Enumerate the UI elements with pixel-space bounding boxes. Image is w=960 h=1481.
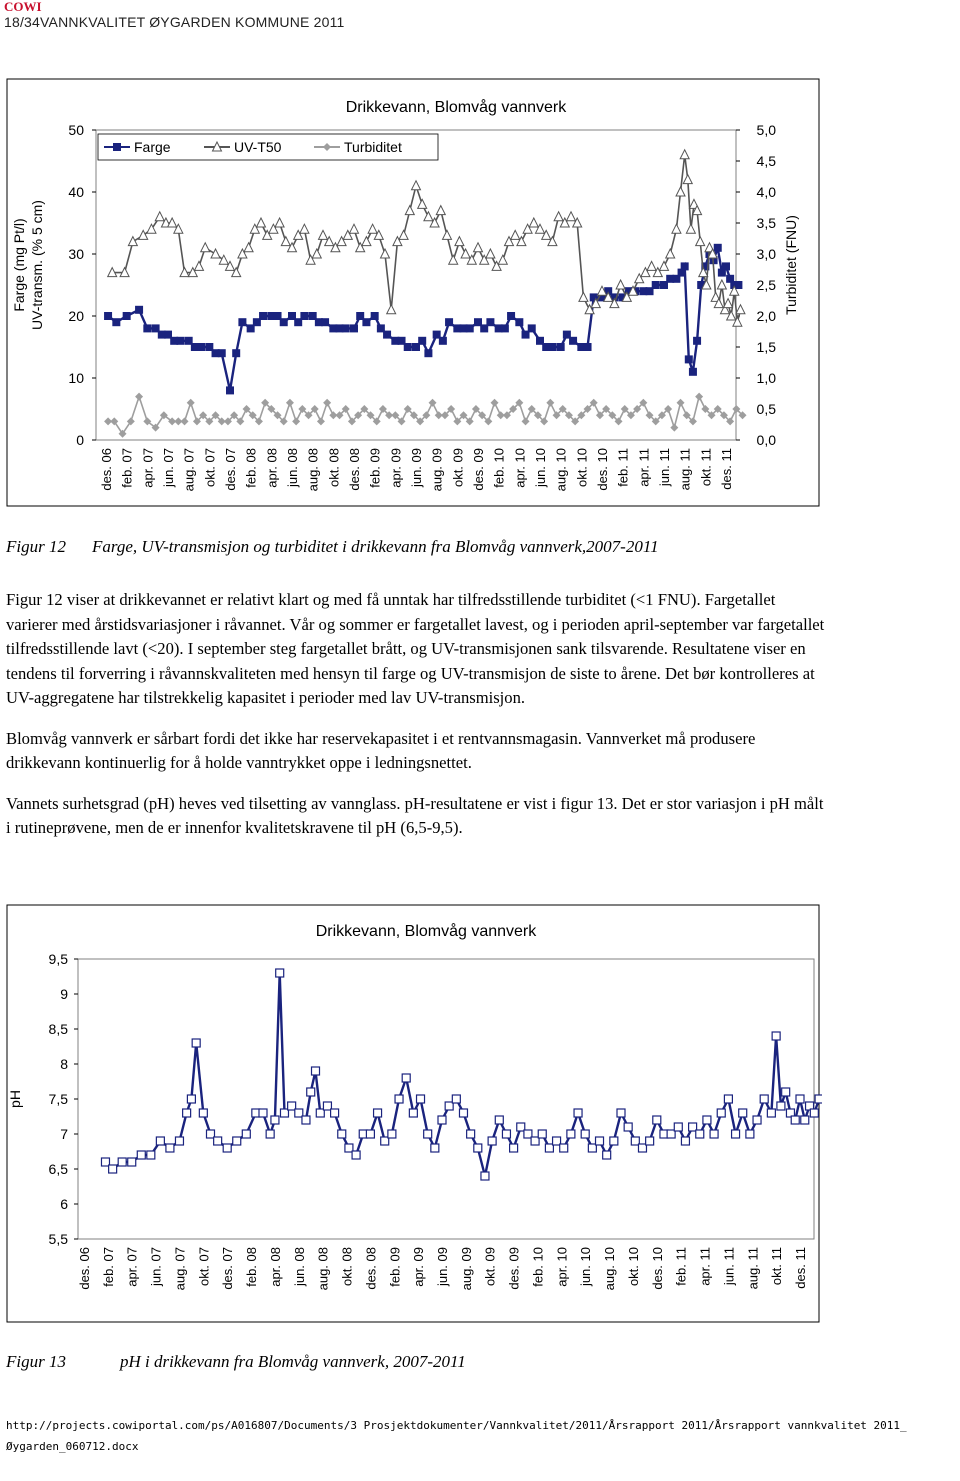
- data-point-farge: [693, 337, 701, 345]
- x-tick-label: aug. 08: [315, 1247, 331, 1291]
- data-point-ph: [312, 1067, 320, 1075]
- chart-title: Drikkevann, Blomvåg vannverk: [345, 99, 567, 116]
- data-point-ph: [438, 1116, 446, 1124]
- data-point-ph: [732, 1130, 740, 1138]
- x-tick-label: feb. 09: [367, 448, 383, 488]
- data-point-farge: [176, 337, 184, 345]
- data-point-farge: [197, 343, 205, 351]
- y-right-tick-label: 5,0: [756, 122, 776, 138]
- y-left-tick-label: 50: [68, 122, 84, 138]
- data-point-farge: [569, 337, 577, 345]
- data-point-ph: [760, 1095, 768, 1103]
- data-point-farge: [466, 324, 474, 332]
- x-tick-label: apr. 08: [264, 448, 280, 488]
- figure-12-caption-text: Farge, UV-transmisjon og turbiditet i drikkevann fra Blomvåg vannverk,2007-2011: [92, 537, 659, 556]
- data-point-ph: [109, 1165, 117, 1173]
- data-point-ph: [717, 1109, 725, 1117]
- x-tick-label: des. 10: [595, 448, 610, 491]
- x-tick-label: des. 07: [220, 1247, 236, 1290]
- data-point-farge: [218, 349, 226, 357]
- x-tick-label: aug. 10: [602, 1247, 618, 1291]
- legend-label: UV-T50: [234, 139, 282, 155]
- data-point-farge: [300, 312, 308, 320]
- data-point-farge: [280, 318, 288, 326]
- data-point-ph: [782, 1088, 790, 1096]
- data-point-farge: [557, 343, 565, 351]
- data-point-farge: [238, 318, 246, 326]
- data-point-farge: [418, 337, 426, 345]
- data-point-ph: [431, 1144, 439, 1152]
- x-tick-label: feb. 07: [119, 448, 135, 488]
- data-point-ph: [674, 1123, 682, 1131]
- y-left-tick-label: 40: [68, 184, 84, 200]
- data-point-farge: [486, 318, 494, 326]
- data-point-farge: [445, 318, 453, 326]
- data-point-ph: [242, 1130, 250, 1138]
- data-point-ph: [395, 1095, 403, 1103]
- y-right-tick-label: 2,5: [756, 277, 776, 293]
- data-point-ph: [596, 1137, 604, 1145]
- x-tick-label: apr. 11: [636, 448, 652, 487]
- x-tick-label: okt. 08: [326, 448, 342, 488]
- data-point-ph: [271, 1116, 279, 1124]
- data-point-farge: [548, 343, 556, 351]
- x-tick-label: des. 09: [471, 448, 486, 491]
- data-point-ph: [402, 1074, 410, 1082]
- data-point-ph: [753, 1116, 761, 1124]
- x-tick-label: des. 08: [347, 448, 362, 491]
- x-tick-label: apr. 10: [512, 448, 528, 488]
- x-tick-label: feb. 11: [615, 448, 631, 487]
- x-tick-label: apr. 09: [411, 1247, 427, 1287]
- figure-12-svg: [6, 78, 822, 508]
- data-point-farge: [226, 386, 234, 394]
- x-tick-label: jun. 07: [161, 448, 176, 488]
- legend-label: Farge: [134, 139, 171, 155]
- x-tick-label: des. 11: [793, 1247, 808, 1289]
- data-point-ph: [681, 1137, 689, 1145]
- data-point-ph: [409, 1109, 417, 1117]
- x-tick-label: jun. 09: [409, 448, 424, 488]
- data-point-ph: [259, 1109, 267, 1117]
- data-point-ph: [199, 1109, 207, 1117]
- x-tick-label: des. 07: [223, 448, 238, 491]
- data-point-ph: [214, 1137, 222, 1145]
- data-point-ph: [791, 1116, 799, 1124]
- data-point-ph: [696, 1130, 704, 1138]
- y-right-tick-label: 2,0: [756, 308, 776, 324]
- data-point-ph: [801, 1116, 809, 1124]
- data-point-ph: [624, 1123, 632, 1131]
- data-point-ph: [366, 1130, 374, 1138]
- data-point-ph: [166, 1144, 174, 1152]
- x-tick-label: okt. 07: [196, 1247, 212, 1287]
- data-point-ph: [352, 1151, 360, 1159]
- paragraph-2: Blomvåg vannverk er sårbart fordi det ikke har reservekapasitet i et rentvannsmagasin. Vannverket må produsere drikkevann kontinuerlig for å holde vanntrykket oppe i ledningsnettet.: [6, 728, 756, 772]
- data-point-farge: [342, 324, 350, 332]
- x-tick-label: apr. 09: [388, 448, 404, 488]
- x-tick-label: feb. 11: [673, 1247, 689, 1286]
- data-point-ph: [772, 1032, 780, 1040]
- y-right-tick-label: 0,0: [756, 432, 776, 448]
- y-right-tick-label: 1,5: [756, 339, 776, 355]
- data-point-ph: [233, 1137, 241, 1145]
- legend-label: Turbiditet: [344, 139, 402, 155]
- y-tick-label: 9: [60, 986, 68, 1002]
- figure-13-chart: [6, 904, 822, 1329]
- data-point-ph: [777, 1102, 785, 1110]
- data-point-farge: [652, 281, 660, 289]
- data-point-ph: [467, 1130, 475, 1138]
- data-point-ph: [147, 1151, 155, 1159]
- data-point-farge: [528, 324, 536, 332]
- data-point-ph: [338, 1130, 346, 1138]
- data-point-ph: [581, 1130, 589, 1138]
- figure-13-caption: [6, 1352, 466, 1372]
- y-axis-label: pH: [7, 1090, 23, 1108]
- data-point-farge: [439, 337, 447, 345]
- figure-12-chart: [6, 78, 822, 513]
- x-tick-label: des. 11: [719, 448, 734, 490]
- data-point-ph: [137, 1151, 145, 1159]
- data-point-farge: [362, 318, 370, 326]
- y-left-tick-label: 30: [68, 246, 84, 262]
- x-tick-label: feb. 10: [491, 447, 507, 488]
- footer-path: [6, 1415, 907, 1457]
- x-tick-label: okt. 11: [769, 1247, 785, 1286]
- x-tick-label: apr. 11: [697, 1247, 713, 1286]
- x-tick-label: jun. 11: [721, 1247, 737, 1286]
- data-point-ph: [560, 1144, 568, 1152]
- data-point-farge: [685, 355, 693, 363]
- data-point-ph: [388, 1130, 396, 1138]
- data-point-ph: [538, 1130, 546, 1138]
- data-point-farge: [681, 262, 689, 270]
- x-tick-label: feb. 10: [530, 1247, 546, 1287]
- y-tick-label: 7,5: [48, 1091, 68, 1107]
- x-tick-label: apr. 07: [140, 448, 156, 488]
- data-point-farge: [584, 343, 592, 351]
- x-tick-label: okt. 10: [574, 448, 590, 488]
- data-point-farge: [123, 312, 131, 320]
- x-tick-label: aug. 09: [458, 1247, 474, 1291]
- y-tick-label: 9,5: [48, 951, 68, 967]
- data-point-ph: [459, 1109, 467, 1117]
- data-point-ph: [118, 1158, 126, 1166]
- footer-line-1: http://projects.cowiportal.com/ps/A016807/Documents/3 Prosjektdokumenter/Vannkvalitet/2011/Årsrapport 2011/Årsrapport vannkvalitet 2011_: [6, 1419, 907, 1432]
- x-tick-label: apr. 07: [124, 1247, 140, 1287]
- body-text: [6, 588, 826, 857]
- data-point-ph: [156, 1137, 164, 1145]
- x-tick-label: aug. 11: [677, 448, 693, 491]
- legend: [98, 134, 438, 160]
- data-point-ph: [452, 1095, 460, 1103]
- x-tick-label: jun. 09: [435, 1247, 450, 1287]
- data-point-farge: [371, 312, 379, 320]
- x-tick-label: okt. 10: [625, 1247, 641, 1287]
- y-right-tick-label: 1,0: [756, 370, 776, 386]
- x-tick-label: jun. 07: [148, 1247, 164, 1287]
- cowi-logo: COWI: [4, 0, 42, 14]
- data-point-ph: [192, 1039, 200, 1047]
- data-point-farge: [722, 262, 730, 270]
- data-point-ph: [703, 1116, 711, 1124]
- data-point-farge: [515, 318, 523, 326]
- data-point-ph: [724, 1095, 732, 1103]
- data-point-ph: [710, 1130, 718, 1138]
- x-tick-label: feb. 09: [387, 1247, 403, 1287]
- data-point-ph: [276, 969, 284, 977]
- data-point-ph: [187, 1095, 195, 1103]
- x-tick-label: jun. 10: [578, 1247, 594, 1287]
- data-point-ph: [374, 1109, 382, 1117]
- data-point-farge: [232, 349, 240, 357]
- y-left-axis-label-line2: UV-transm. (% 5 cm): [29, 200, 45, 330]
- data-point-ph: [128, 1158, 136, 1166]
- data-point-ph: [223, 1144, 231, 1152]
- page-header: [4, 0, 954, 30]
- y-tick-label: 6,5: [48, 1161, 68, 1177]
- data-point-ph: [567, 1130, 575, 1138]
- y-left-tick-label: 20: [68, 308, 84, 324]
- y-right-tick-label: 0,5: [756, 401, 776, 417]
- data-point-ph: [481, 1172, 489, 1180]
- data-point-farge: [383, 331, 391, 339]
- x-tick-label: des. 06: [99, 448, 114, 491]
- data-point-ph: [617, 1109, 625, 1117]
- data-point-ph: [653, 1116, 661, 1124]
- x-tick-label: feb. 07: [100, 1247, 116, 1287]
- data-point-farge: [501, 324, 509, 332]
- data-point-ph: [815, 1095, 822, 1103]
- y-tick-label: 8,5: [48, 1021, 68, 1037]
- x-tick-label: apr. 08: [267, 1247, 283, 1287]
- data-point-ph: [510, 1144, 518, 1152]
- data-point-ph: [495, 1116, 503, 1124]
- data-point-farge: [507, 312, 515, 320]
- data-point-farge: [104, 312, 112, 320]
- paragraph-3: Vannets surhetsgrad (pH) heves ved tilsetting av vannglass. pH-resultatene er vist i figur 13. Det er stor variasjon i pH målt i rutineprøvene, men de er innenfor kvalitetskravene til pH (6,5-9,5).: [6, 793, 824, 837]
- data-point-ph: [307, 1088, 315, 1096]
- x-tick-label: okt. 07: [202, 448, 218, 488]
- figure-13-svg: [6, 904, 822, 1324]
- data-point-farge: [259, 312, 267, 320]
- figure-13-caption-text: pH i drikkevann fra Blomvåg vannverk, 2007-2011: [120, 1352, 466, 1371]
- x-tick-label: apr. 10: [554, 1247, 570, 1287]
- chart-title: Drikkevann, Blomvåg vannverk: [315, 923, 537, 940]
- x-tick-label: okt. 08: [339, 1247, 355, 1287]
- data-point-farge: [350, 324, 358, 332]
- x-tick-label: jun. 10: [533, 448, 548, 488]
- y-tick-label: 5,5: [48, 1231, 68, 1247]
- x-tick-label: aug. 07: [172, 1247, 188, 1291]
- x-tick-label: des. 06: [77, 1247, 92, 1290]
- data-point-ph: [603, 1151, 611, 1159]
- y-tick-label: 8: [60, 1056, 68, 1072]
- x-tick-label: aug. 07: [181, 448, 197, 492]
- y-right-tick-label: 4,5: [756, 153, 776, 169]
- y-left-tick-label: 10: [68, 370, 84, 386]
- paragraph-1: Figur 12 viser at drikkevannet er relativt klart og med få unntak har tilfredsstillende turbiditet (<1 FNU). Fargetallet varierer med årstidsvariasjoner i råvannet. Vår og sommer er fargetallet lavest, og i perioden april-september var fargetallet tilfredsstillende lavt (<20). I september steg fargetallet brått, og UV-transmisjonen sank tilsvarende. Resultatene viser en tendens til forverring i råvannskvaliteten med hensyn til farge og UV-transmisjon de siste to årene. Det bør kontrolleres at UV-aggregatene har tilstrekkelig kapasitet i perioder med lav UV-transmisjon.: [6, 590, 825, 707]
- data-point-ph: [183, 1109, 191, 1117]
- figure-12-caption: [6, 537, 659, 557]
- figure-12-caption-number: Figur 12: [6, 537, 66, 556]
- y-right-axis-label: Turbiditet (FNU): [783, 215, 799, 315]
- data-point-ph: [810, 1109, 818, 1117]
- x-tick-label: feb. 08: [244, 1247, 260, 1287]
- data-point-farge: [135, 306, 143, 314]
- x-tick-label: feb. 08: [243, 448, 259, 488]
- x-tick-label: okt. 09: [450, 448, 466, 488]
- data-point-farge: [143, 324, 151, 332]
- data-point-ph: [739, 1109, 747, 1117]
- x-tick-label: aug. 09: [429, 448, 445, 492]
- data-point-ph: [302, 1116, 310, 1124]
- data-point-ph: [175, 1137, 183, 1145]
- data-point-ph: [796, 1095, 804, 1103]
- x-tick-label: aug. 08: [305, 448, 321, 492]
- x-tick-label: jun. 11: [657, 448, 672, 487]
- data-point-farge: [689, 368, 697, 376]
- x-tick-label: jun. 08: [291, 1247, 307, 1287]
- x-tick-label: aug. 11: [745, 1247, 761, 1290]
- data-point-ph: [610, 1137, 618, 1145]
- data-point-ph: [417, 1095, 425, 1103]
- figure-13-caption-number: Figur 13: [6, 1352, 66, 1371]
- y-tick-label: 6: [60, 1196, 68, 1212]
- data-point-farge: [404, 343, 412, 351]
- data-point-ph: [502, 1130, 510, 1138]
- x-tick-label: des. 10: [649, 1247, 665, 1290]
- data-point-ph: [646, 1137, 654, 1145]
- y-right-tick-label: 4,0: [756, 184, 776, 200]
- x-tick-label: okt. 09: [482, 1247, 498, 1287]
- y-left-axis-label-line1: Farge (mg Pt/l): [11, 218, 27, 312]
- data-point-farge: [714, 244, 722, 252]
- y-right-tick-label: 3,0: [756, 246, 776, 262]
- x-tick-label: des. 09: [506, 1247, 522, 1290]
- data-point-ph: [488, 1137, 496, 1145]
- data-point-ph: [767, 1109, 775, 1117]
- x-tick-label: aug. 10: [553, 448, 569, 492]
- data-point-ph: [746, 1130, 754, 1138]
- data-point-ph: [266, 1130, 274, 1138]
- footer-line-2: Øygarden_060712.docx: [6, 1440, 139, 1453]
- y-left-tick-label: 0: [76, 432, 84, 448]
- x-tick-label: jun. 08: [285, 448, 300, 488]
- data-point-farge: [112, 318, 120, 326]
- data-point-ph: [424, 1130, 432, 1138]
- x-tick-label: des. 08: [363, 1247, 379, 1290]
- y-tick-label: 7: [60, 1126, 68, 1142]
- data-point-farge: [321, 318, 329, 326]
- legend-marker: [113, 143, 121, 151]
- running-title: 18/34VANNKVALITET ØYGARDEN KOMMUNE 2011: [4, 14, 345, 30]
- data-point-farge: [424, 349, 432, 357]
- data-point-ph: [474, 1144, 482, 1152]
- y-right-tick-label: 3,5: [756, 215, 776, 231]
- x-tick-label: okt. 11: [698, 448, 714, 487]
- data-point-ph: [331, 1109, 339, 1117]
- data-point-ph: [574, 1109, 582, 1117]
